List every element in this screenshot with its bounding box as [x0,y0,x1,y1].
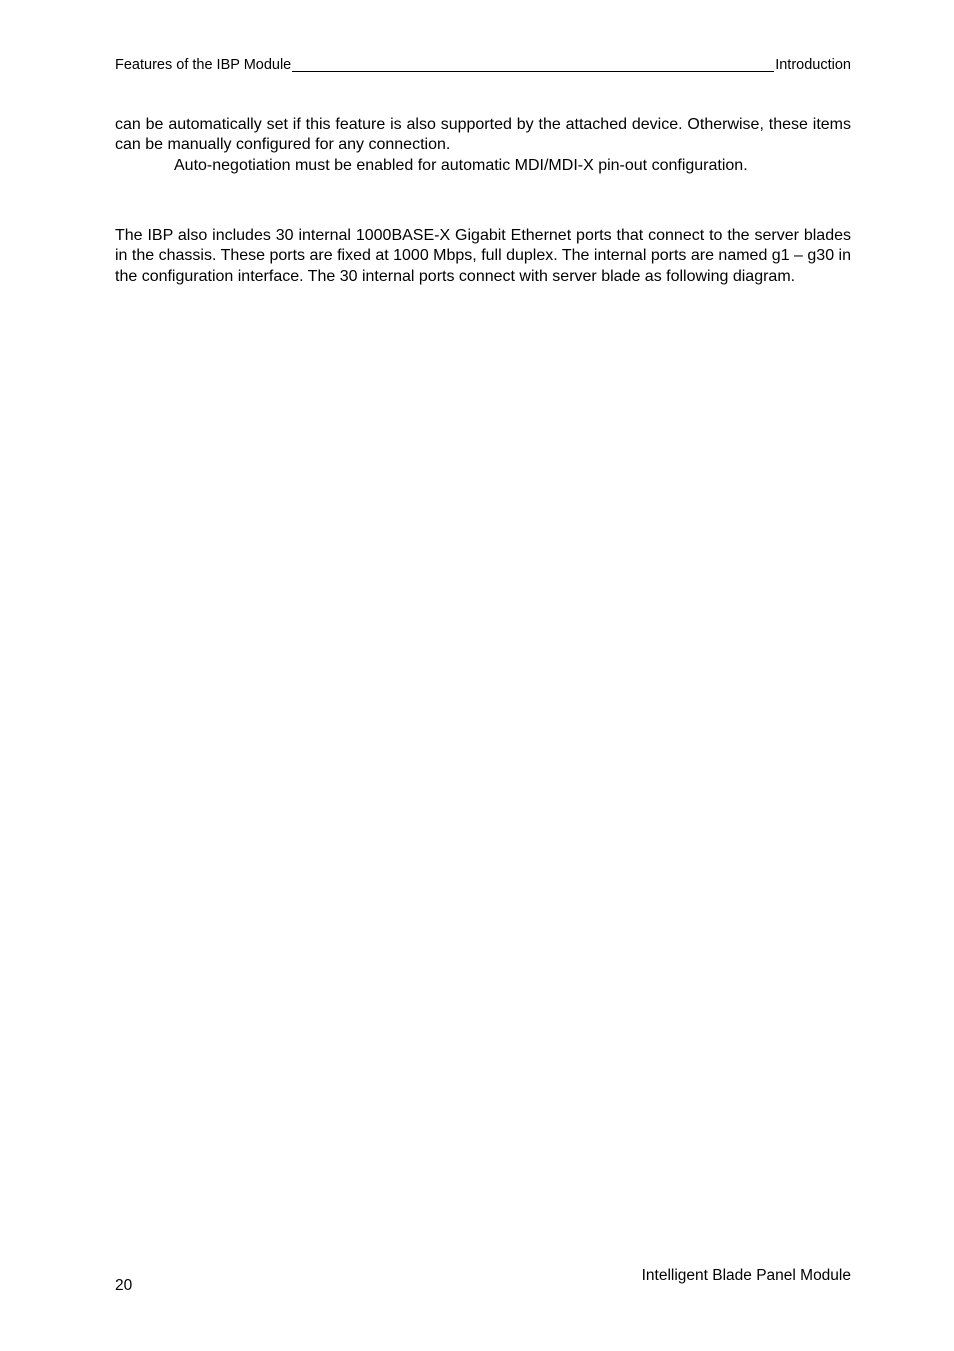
header-section-title: Features of the IBP Module [115,57,292,73]
page-header [115,54,851,74]
header-chapter-title: Introduction [775,57,851,73]
body-paragraph: can be automatically set if this feature is also supported by the attached device. Otherwise, these items can be manually configured for any connection. [115,116,851,154]
body-paragraph-note: Auto-negotiation must be enabled for automatic MDI/MDI-X pin-out configuration. [174,157,748,174]
body-paragraph: The IBP also includes 30 internal 1000BASE-X Gigabit Ethernet ports that connect to the server blades in the chassis. These ports are fixed at 1000 Mbps, full duplex. The internal ports are named g1 – g30 in the configuration interface. The 30 internal ports connect with server blade as following diagram. [115,227,851,285]
header-rule [292,71,774,72]
footer-document-title: Intelligent Blade Panel Module [641,1267,851,1284]
footer-page-number: 20 [115,1277,133,1294]
